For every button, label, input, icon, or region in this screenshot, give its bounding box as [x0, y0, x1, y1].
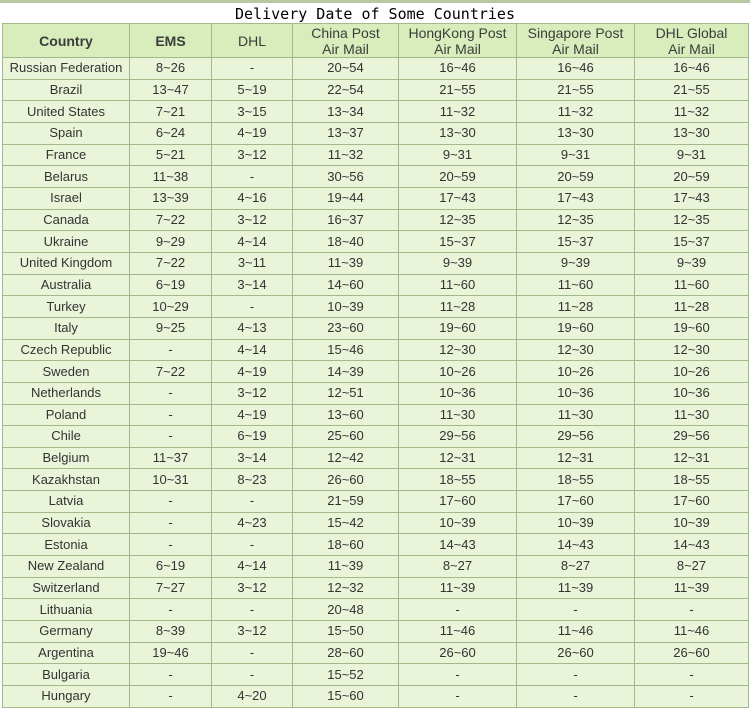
cell-ems: 11~37	[130, 447, 212, 469]
cell-country: Kazakhstan	[3, 469, 130, 491]
table-row	[3, 339, 749, 361]
cell-country: Russian Federation	[3, 58, 130, 80]
header-singapore-post	[517, 24, 635, 58]
cell-ems: -	[130, 491, 212, 513]
cell-china-post: 20~54	[293, 58, 399, 80]
header-dhl-global	[635, 24, 749, 58]
cell-china-post: 25~60	[293, 426, 399, 448]
cell-dhl: 4~19	[212, 361, 293, 383]
cell-hongkong-post: 9~39	[399, 252, 517, 274]
cell-hongkong-post: 11~60	[399, 274, 517, 296]
cell-singapore-post: 18~55	[517, 469, 635, 491]
table-row	[3, 231, 749, 253]
cell-singapore-post: 14~43	[517, 534, 635, 556]
cell-singapore-post: 11~46	[517, 621, 635, 643]
cell-hongkong-post: 26~60	[399, 642, 517, 664]
cell-hongkong-post: 18~55	[399, 469, 517, 491]
cell-ems: 7~22	[130, 252, 212, 274]
table-row	[3, 534, 749, 556]
cell-dhl: 3~12	[212, 209, 293, 231]
cell-singapore-post: 9~31	[517, 144, 635, 166]
top-border-line	[0, 0, 750, 3]
cell-country: Australia	[3, 274, 130, 296]
table-title: Delivery Date of Some Countries	[235, 5, 515, 23]
cell-singapore-post: 16~46	[517, 58, 635, 80]
cell-dhl-global: 29~56	[635, 426, 749, 448]
cell-singapore-post: 17~60	[517, 491, 635, 513]
cell-dhl-global: 20~59	[635, 166, 749, 188]
cell-singapore-post: 26~60	[517, 642, 635, 664]
cell-dhl-global: 12~31	[635, 447, 749, 469]
cell-hongkong-post: 29~56	[399, 426, 517, 448]
cell-hongkong-post: 11~28	[399, 296, 517, 318]
header-ems: EMS	[130, 24, 212, 58]
cell-hongkong-post: 10~36	[399, 382, 517, 404]
cell-ems: -	[130, 534, 212, 556]
cell-ems: 13~47	[130, 79, 212, 101]
table-row	[3, 382, 749, 404]
cell-dhl: 3~12	[212, 382, 293, 404]
cell-dhl: 4~14	[212, 231, 293, 253]
cell-hongkong-post: 11~32	[399, 101, 517, 123]
table-row	[3, 209, 749, 231]
cell-china-post: 18~40	[293, 231, 399, 253]
cell-dhl-global: 17~60	[635, 491, 749, 513]
cell-country: Poland	[3, 404, 130, 426]
cell-dhl: 6~19	[212, 426, 293, 448]
cell-china-post: 23~60	[293, 317, 399, 339]
cell-ems: -	[130, 512, 212, 534]
cell-china-post: 12~51	[293, 382, 399, 404]
cell-ems: 8~26	[130, 58, 212, 80]
table-row	[3, 79, 749, 101]
header-dhl: DHL	[212, 24, 293, 58]
cell-hongkong-post: 11~46	[399, 621, 517, 643]
cell-dhl: 5~19	[212, 79, 293, 101]
cell-ems: -	[130, 382, 212, 404]
cell-singapore-post: 10~26	[517, 361, 635, 383]
cell-ems: -	[130, 686, 212, 708]
cell-china-post: 13~60	[293, 404, 399, 426]
header-country: Country	[3, 24, 130, 58]
cell-china-post: 13~34	[293, 101, 399, 123]
cell-dhl: -	[212, 166, 293, 188]
header-china-post	[293, 24, 399, 58]
cell-dhl: 4~23	[212, 512, 293, 534]
cell-dhl: 4~19	[212, 404, 293, 426]
header-hongkong-post	[399, 24, 517, 58]
cell-dhl-global: 9~31	[635, 144, 749, 166]
cell-singapore-post: 12~30	[517, 339, 635, 361]
cell-china-post: 11~39	[293, 252, 399, 274]
cell-hongkong-post: 21~55	[399, 79, 517, 101]
cell-dhl-global: 15~37	[635, 231, 749, 253]
cell-country: Italy	[3, 317, 130, 339]
cell-country: Hungary	[3, 686, 130, 708]
cell-china-post: 15~60	[293, 686, 399, 708]
cell-china-post: 22~54	[293, 79, 399, 101]
cell-dhl-global: -	[635, 599, 749, 621]
cell-country: Argentina	[3, 642, 130, 664]
cell-ems: 7~22	[130, 209, 212, 231]
cell-country: Slovakia	[3, 512, 130, 534]
cell-country: Canada	[3, 209, 130, 231]
cell-country: Belgium	[3, 447, 130, 469]
header-dhl-global-line2: Air Mail	[668, 40, 715, 57]
cell-singapore-post: 21~55	[517, 79, 635, 101]
cell-hongkong-post: 10~26	[399, 361, 517, 383]
header-china-post-line1: China Post	[311, 24, 380, 41]
table-row	[3, 187, 749, 209]
cell-ems: 7~21	[130, 101, 212, 123]
cell-dhl-global: 9~39	[635, 252, 749, 274]
cell-singapore-post: -	[517, 664, 635, 686]
cell-china-post: 14~60	[293, 274, 399, 296]
cell-hongkong-post: 12~31	[399, 447, 517, 469]
cell-country: Belarus	[3, 166, 130, 188]
cell-country: Brazil	[3, 79, 130, 101]
cell-singapore-post: 15~37	[517, 231, 635, 253]
cell-dhl: -	[212, 491, 293, 513]
cell-dhl: -	[212, 599, 293, 621]
cell-singapore-post: 29~56	[517, 426, 635, 448]
cell-hongkong-post: 12~35	[399, 209, 517, 231]
cell-dhl: -	[212, 296, 293, 318]
table-row	[3, 58, 749, 80]
cell-dhl: 8~23	[212, 469, 293, 491]
cell-dhl: 4~20	[212, 686, 293, 708]
table-row	[3, 491, 749, 513]
cell-ems: 7~22	[130, 361, 212, 383]
cell-singapore-post: 12~35	[517, 209, 635, 231]
cell-dhl: -	[212, 664, 293, 686]
cell-china-post: 20~48	[293, 599, 399, 621]
cell-country: Ukraine	[3, 231, 130, 253]
cell-dhl: -	[212, 58, 293, 80]
cell-country: United States	[3, 101, 130, 123]
cell-ems: 13~39	[130, 187, 212, 209]
table-row	[3, 252, 749, 274]
cell-china-post: 12~32	[293, 577, 399, 599]
cell-hongkong-post: 15~37	[399, 231, 517, 253]
table-row	[3, 166, 749, 188]
cell-country: Netherlands	[3, 382, 130, 404]
table-row	[3, 642, 749, 664]
cell-dhl-global: 19~60	[635, 317, 749, 339]
table-row	[3, 556, 749, 578]
cell-ems: 6~19	[130, 556, 212, 578]
cell-ems: 7~27	[130, 577, 212, 599]
header-dhl-global-line1: DHL Global	[655, 24, 728, 41]
table-row	[3, 426, 749, 448]
cell-dhl-global: 16~46	[635, 58, 749, 80]
table-row	[3, 599, 749, 621]
cell-china-post: 15~42	[293, 512, 399, 534]
cell-china-post: 18~60	[293, 534, 399, 556]
cell-dhl: 3~12	[212, 577, 293, 599]
cell-singapore-post: 20~59	[517, 166, 635, 188]
cell-ems: 11~38	[130, 166, 212, 188]
cell-dhl-global: 10~26	[635, 361, 749, 383]
header-china-post-line2: Air Mail	[322, 40, 369, 57]
cell-singapore-post: 11~30	[517, 404, 635, 426]
cell-singapore-post: 11~28	[517, 296, 635, 318]
cell-country: Czech Republic	[3, 339, 130, 361]
cell-country: Bulgaria	[3, 664, 130, 686]
cell-ems: 9~29	[130, 231, 212, 253]
cell-country: Germany	[3, 621, 130, 643]
header-hongkong-post-line2: Air Mail	[434, 40, 481, 57]
table-row	[3, 296, 749, 318]
cell-dhl-global: 11~39	[635, 577, 749, 599]
cell-country: New Zealand	[3, 556, 130, 578]
cell-china-post: 11~39	[293, 556, 399, 578]
cell-hongkong-post: 19~60	[399, 317, 517, 339]
cell-dhl-global: 10~39	[635, 512, 749, 534]
cell-china-post: 26~60	[293, 469, 399, 491]
cell-singapore-post: -	[517, 686, 635, 708]
cell-dhl-global: 17~43	[635, 187, 749, 209]
cell-dhl-global: 11~46	[635, 621, 749, 643]
cell-country: France	[3, 144, 130, 166]
table-row	[3, 621, 749, 643]
cell-ems: 19~46	[130, 642, 212, 664]
cell-country: United Kingdom	[3, 252, 130, 274]
cell-ems: 6~24	[130, 122, 212, 144]
cell-china-post: 15~50	[293, 621, 399, 643]
cell-dhl: 3~14	[212, 274, 293, 296]
cell-china-post: 11~32	[293, 144, 399, 166]
table-row	[3, 122, 749, 144]
cell-dhl: 3~12	[212, 144, 293, 166]
cell-ems: 8~39	[130, 621, 212, 643]
cell-ems: 5~21	[130, 144, 212, 166]
cell-ems: 10~29	[130, 296, 212, 318]
cell-hongkong-post: 14~43	[399, 534, 517, 556]
cell-dhl-global: 8~27	[635, 556, 749, 578]
cell-ems: -	[130, 599, 212, 621]
cell-dhl: -	[212, 642, 293, 664]
cell-hongkong-post: 17~60	[399, 491, 517, 513]
cell-singapore-post: 12~31	[517, 447, 635, 469]
cell-country: Estonia	[3, 534, 130, 556]
cell-dhl: 4~19	[212, 122, 293, 144]
cell-dhl: 3~11	[212, 252, 293, 274]
cell-ems: -	[130, 339, 212, 361]
cell-country: Israel	[3, 187, 130, 209]
cell-dhl-global: 12~30	[635, 339, 749, 361]
cell-china-post: 12~42	[293, 447, 399, 469]
table-row	[3, 469, 749, 491]
cell-dhl-global: -	[635, 686, 749, 708]
cell-dhl-global: 11~32	[635, 101, 749, 123]
cell-ems: -	[130, 426, 212, 448]
cell-hongkong-post: -	[399, 599, 517, 621]
cell-ems: -	[130, 664, 212, 686]
cell-dhl: 4~14	[212, 556, 293, 578]
cell-dhl-global: 13~30	[635, 122, 749, 144]
table-row	[3, 577, 749, 599]
cell-ems: 10~31	[130, 469, 212, 491]
cell-hongkong-post: 20~59	[399, 166, 517, 188]
cell-hongkong-post: 11~39	[399, 577, 517, 599]
cell-singapore-post: 19~60	[517, 317, 635, 339]
cell-ems: 6~19	[130, 274, 212, 296]
cell-dhl-global: 12~35	[635, 209, 749, 231]
cell-singapore-post: 9~39	[517, 252, 635, 274]
cell-hongkong-post: 16~46	[399, 58, 517, 80]
cell-singapore-post: 11~39	[517, 577, 635, 599]
cell-hongkong-post: 10~39	[399, 512, 517, 534]
table-row	[3, 404, 749, 426]
cell-dhl-global: 21~55	[635, 79, 749, 101]
cell-china-post: 21~59	[293, 491, 399, 513]
cell-country: Lithuania	[3, 599, 130, 621]
cell-china-post: 10~39	[293, 296, 399, 318]
cell-country: Chile	[3, 426, 130, 448]
cell-dhl-global: 14~43	[635, 534, 749, 556]
cell-singapore-post: -	[517, 599, 635, 621]
cell-dhl-global: 11~28	[635, 296, 749, 318]
header-singapore-post-line1: Singapore Post	[527, 24, 624, 41]
cell-singapore-post: 8~27	[517, 556, 635, 578]
cell-hongkong-post: 8~27	[399, 556, 517, 578]
cell-dhl: 4~16	[212, 187, 293, 209]
cell-country: Turkey	[3, 296, 130, 318]
cell-hongkong-post: 9~31	[399, 144, 517, 166]
cell-singapore-post: 11~60	[517, 274, 635, 296]
cell-ems: -	[130, 404, 212, 426]
table-row	[3, 512, 749, 534]
cell-country: Spain	[3, 122, 130, 144]
cell-dhl: 4~14	[212, 339, 293, 361]
cell-dhl: 4~13	[212, 317, 293, 339]
table-body	[3, 58, 749, 708]
cell-singapore-post: 17~43	[517, 187, 635, 209]
cell-hongkong-post: -	[399, 686, 517, 708]
cell-hongkong-post: 11~30	[399, 404, 517, 426]
cell-hongkong-post: -	[399, 664, 517, 686]
cell-dhl: 3~14	[212, 447, 293, 469]
cell-china-post: 15~46	[293, 339, 399, 361]
cell-china-post: 13~37	[293, 122, 399, 144]
cell-country: Switzerland	[3, 577, 130, 599]
cell-ems: 9~25	[130, 317, 212, 339]
cell-singapore-post: 10~39	[517, 512, 635, 534]
delivery-date-table	[2, 23, 749, 708]
cell-hongkong-post: 13~30	[399, 122, 517, 144]
cell-china-post: 16~37	[293, 209, 399, 231]
cell-singapore-post: 10~36	[517, 382, 635, 404]
table-row	[3, 447, 749, 469]
cell-country: Sweden	[3, 361, 130, 383]
header-hongkong-post-line1: HongKong Post	[408, 24, 507, 41]
header-row	[3, 24, 749, 58]
cell-dhl: -	[212, 534, 293, 556]
cell-dhl-global: 10~36	[635, 382, 749, 404]
cell-country: Latvia	[3, 491, 130, 513]
cell-dhl-global: 11~60	[635, 274, 749, 296]
header-singapore-post-line2: Air Mail	[552, 40, 599, 57]
cell-china-post: 15~52	[293, 664, 399, 686]
table-row	[3, 664, 749, 686]
cell-china-post: 30~56	[293, 166, 399, 188]
cell-hongkong-post: 12~30	[399, 339, 517, 361]
table-row	[3, 317, 749, 339]
table-row	[3, 144, 749, 166]
cell-dhl: 3~12	[212, 621, 293, 643]
cell-dhl-global: 11~30	[635, 404, 749, 426]
cell-singapore-post: 11~32	[517, 101, 635, 123]
cell-dhl: 3~15	[212, 101, 293, 123]
table-row	[3, 361, 749, 383]
cell-singapore-post: 13~30	[517, 122, 635, 144]
table-row	[3, 686, 749, 708]
table-row	[3, 101, 749, 123]
cell-dhl-global: 26~60	[635, 642, 749, 664]
table-row	[3, 274, 749, 296]
cell-china-post: 14~39	[293, 361, 399, 383]
cell-china-post: 28~60	[293, 642, 399, 664]
cell-china-post: 19~44	[293, 187, 399, 209]
cell-dhl-global: -	[635, 664, 749, 686]
cell-dhl-global: 18~55	[635, 469, 749, 491]
cell-hongkong-post: 17~43	[399, 187, 517, 209]
